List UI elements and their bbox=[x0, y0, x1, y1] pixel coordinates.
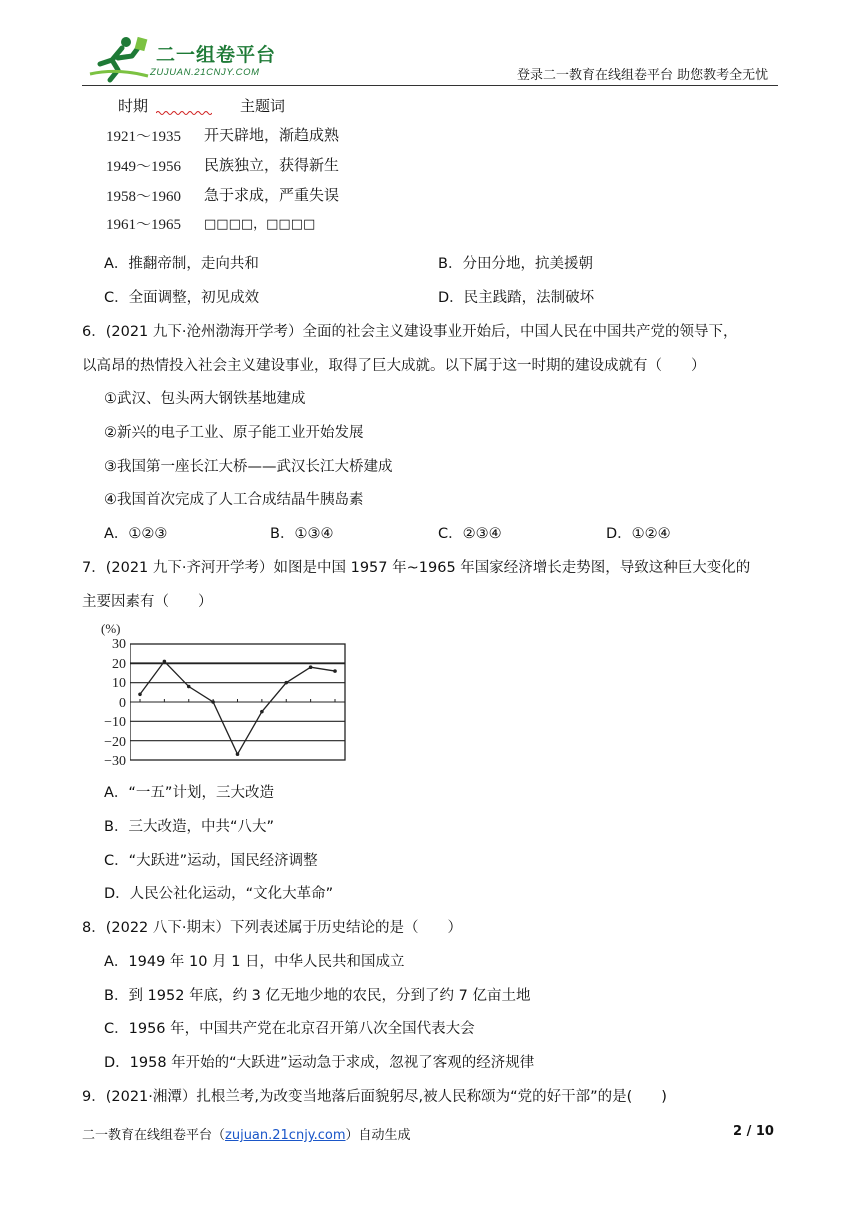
q6-item-2: ②新兴的电子工业、原子能工业开始发展 bbox=[104, 425, 364, 441]
y-tick-label: 10 bbox=[112, 676, 126, 691]
q8-stem: 8．(2022 八下·期末）下列表述属于历史结论的是（ ） bbox=[82, 920, 462, 936]
q6-item-4: ④我国首次完成了人工合成结晶牛胰岛素 bbox=[104, 492, 364, 508]
y-tick-label: 0 bbox=[119, 696, 126, 711]
runner-logo-icon bbox=[88, 34, 158, 84]
footer-text: 二一教育在线组卷平台（ bbox=[82, 1128, 226, 1143]
q6-option-c: C．②③④ bbox=[438, 526, 502, 542]
footer-text-tail: ）自动生成 bbox=[345, 1128, 411, 1143]
table-period: 1961～1965 bbox=[106, 217, 182, 233]
q7-option-b: B．三大改造，中共“八大” bbox=[104, 819, 274, 835]
data-point bbox=[260, 710, 264, 714]
table-header-period: 时期 bbox=[118, 97, 149, 115]
q6-option-b: B．①③④ bbox=[270, 526, 334, 542]
logo-title: 二一组卷平台 bbox=[156, 44, 277, 66]
q5-option-a: A．推翻帝制，走向共和 bbox=[104, 256, 259, 272]
q7-option-a: A．“一五”计划，三大改造 bbox=[104, 785, 274, 801]
spellcheck-squiggle bbox=[156, 110, 212, 116]
data-point bbox=[284, 681, 288, 685]
y-tick-label: −10 bbox=[104, 715, 126, 730]
footer-link[interactable]: zujuan.21cnjy.com bbox=[225, 1128, 346, 1143]
y-tick-label: 20 bbox=[112, 657, 126, 672]
q7-option-d: D．人民公社化运动，“文化大革命” bbox=[104, 886, 334, 902]
q8-option-d: D．1958 年开始的“大跃进”运动急于求成，忽视了客观的经济规律 bbox=[104, 1055, 535, 1071]
data-point bbox=[138, 692, 142, 696]
chart-points bbox=[138, 660, 337, 756]
table-header-theme: 主题词 bbox=[240, 97, 286, 115]
table-theme: □□□□，□□□□ bbox=[204, 217, 316, 232]
table-theme: 急于求成，严重失误 bbox=[204, 186, 340, 204]
table-period: 1921～1935 bbox=[106, 129, 182, 145]
chart-unit-label: (%) bbox=[101, 621, 121, 636]
table-theme: 开天辟地，渐趋成熟 bbox=[204, 126, 340, 144]
q5-option-c: C．全面调整，初见成效 bbox=[104, 290, 260, 306]
table-period: 1958～1960 bbox=[106, 189, 182, 205]
y-tick-label: 30 bbox=[112, 637, 126, 652]
page-number: 2 / 10 bbox=[733, 1124, 774, 1139]
y-tick-label: −20 bbox=[104, 735, 126, 750]
table-theme: 民族独立，获得新生 bbox=[204, 156, 340, 174]
data-point bbox=[187, 685, 191, 689]
q9-stem: 9．(2021·湘潭）扎根兰考,为改变当地落后面貌躬尽,被人民称颂为“党的好干部”的是( ) bbox=[82, 1089, 667, 1105]
q6-item-1: ①武汉、包头两大钢铁基地建成 bbox=[104, 391, 306, 407]
q5-option-d: D．民主践踏，法制破坏 bbox=[438, 290, 595, 306]
data-point bbox=[163, 660, 167, 664]
header-tagline: 登录二一教育在线组卷平台 助您教考全无忧 bbox=[517, 68, 769, 83]
q7-stem-line1: 7．(2021 九下·齐河开学考）如图是中国 1957 年~1965 年国家经济增长走势图，导致这种巨大变化的 bbox=[82, 560, 751, 576]
table-period: 1949～1956 bbox=[106, 159, 182, 175]
data-point bbox=[333, 669, 337, 673]
q6-stem-line2: 以高昂的热情投入社会主义建设事业，取得了巨大成就。以下属于这一时期的建设成就有（ ） bbox=[82, 358, 706, 374]
data-point bbox=[211, 700, 215, 704]
logo-subtitle: ZUJUAN.21CNJY.COM bbox=[150, 67, 260, 78]
q8-option-a: A．1949 年 10 月 1 日，中华人民共和国成立 bbox=[104, 954, 405, 970]
q8-option-c: C．1956 年，中国共产党在北京召开第八次全国代表大会 bbox=[104, 1021, 475, 1037]
q7-option-c: C．“大跃进”运动，国民经济调整 bbox=[104, 853, 318, 869]
q6-stem-line1: 6．(2021 九下·沧州渤海开学考）全面的社会主义建设事业开始后，中国人民在中国共产党的领导下， bbox=[82, 324, 738, 340]
data-point bbox=[236, 752, 240, 756]
q5-option-b: B．分田分地，抗美援朝 bbox=[438, 256, 593, 272]
q6-item-3: ③我国第一座长江大桥——武汉长江大桥建成 bbox=[104, 459, 393, 475]
q8-option-b: B．到 1952 年底，约 3 亿无地少地的农民，分到了约 7 亿亩土地 bbox=[104, 988, 531, 1004]
growth-chart bbox=[130, 640, 350, 770]
footer-source bbox=[82, 1124, 411, 1143]
q6-option-d: D．①②④ bbox=[606, 526, 671, 542]
q7-stem-line2: 主要因素有（ ） bbox=[82, 594, 213, 610]
y-tick-label: −30 bbox=[104, 754, 126, 769]
data-point bbox=[309, 665, 313, 669]
header-divider bbox=[82, 85, 778, 86]
q6-option-a: A．①②③ bbox=[104, 526, 168, 542]
